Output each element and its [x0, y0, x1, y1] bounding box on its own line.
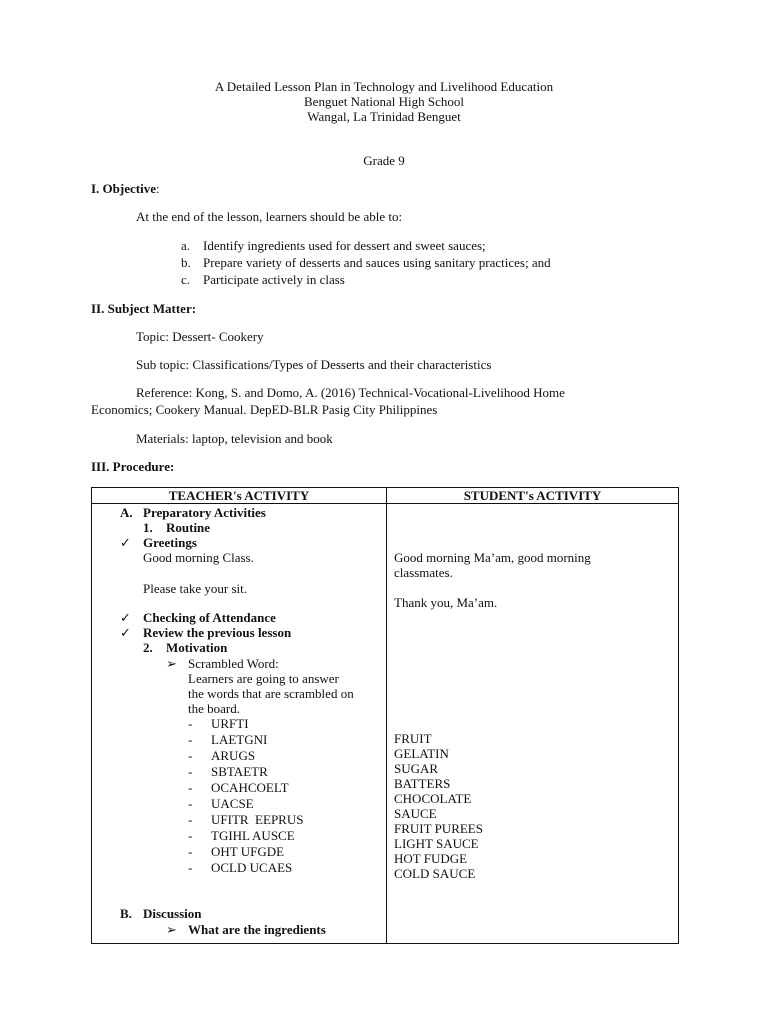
- dash-bullet: -: [188, 812, 193, 827]
- scrambled-word: TGIHL AUSCE: [211, 828, 295, 843]
- student-answer: SUGAR: [394, 761, 439, 776]
- dash-bullet: -: [188, 716, 193, 731]
- objective-heading-line: [91, 181, 160, 196]
- dash-bullet: -: [188, 844, 193, 859]
- objective-item-c-letter: c.: [181, 272, 191, 287]
- school-name: Benguet National High School: [304, 94, 464, 109]
- dash-bullet: -: [188, 796, 193, 811]
- subject-reference-line1: Reference: Kong, S. and Domo, A. (2016) Technical-Vocational-Livelihood Home: [136, 385, 565, 400]
- section-b-label: B.: [120, 906, 132, 921]
- dash-bullet: -: [188, 860, 193, 875]
- teacher-activity-header: TEACHER's ACTIVITY: [92, 488, 387, 504]
- procedure-heading: III. Procedure:: [91, 459, 175, 474]
- scrambled-word: ARUGS: [211, 748, 256, 763]
- dash-bullet: -: [188, 828, 193, 843]
- objective-heading: I. Objective: [91, 181, 156, 196]
- student-greeting-line2: classmates.: [394, 565, 453, 580]
- dash-bullet: -: [188, 732, 193, 747]
- subject-materials: Materials: laptop, television and book: [136, 431, 333, 446]
- scrambled-instruction-line3: the board.: [188, 701, 240, 716]
- review-title: Review the previous lesson: [143, 625, 292, 640]
- student-answer: BATTERS: [394, 776, 451, 791]
- subject-topic: Topic: Dessert- Cookery: [136, 329, 264, 344]
- scrambled-word: UACSE: [211, 796, 254, 811]
- student-answer: SAUCE: [394, 806, 437, 821]
- objective-colon: :: [155, 181, 160, 196]
- dash-bullet: -: [188, 764, 193, 779]
- teacher-activity-cell: [92, 504, 387, 944]
- check-icon: ✓: [120, 610, 131, 625]
- dash-bullet: -: [188, 748, 193, 763]
- school-location: Wangal, La Trinidad Benguet: [307, 109, 461, 124]
- procedure-table-header-row: [92, 488, 679, 504]
- check-icon: ✓: [120, 535, 131, 550]
- arrow-bullet-icon: ➢: [166, 656, 177, 671]
- objective-intro: At the end of the lesson, learners should be able to:: [136, 209, 403, 224]
- student-answer: FRUIT: [394, 731, 432, 746]
- subject-subtopic: Sub topic: Classifications/Types of Desserts and their characteristics: [136, 357, 492, 372]
- student-answer: GELATIN: [394, 746, 449, 761]
- scrambled-word: OCAHCOELT: [211, 780, 289, 795]
- arrow-bullet-icon: ➢: [166, 922, 177, 937]
- student-activity-cell: [387, 504, 679, 944]
- student-answer: CHOCOLATE: [394, 791, 472, 806]
- motivation-number: 2.: [143, 640, 153, 655]
- student-answer: LIGHT SAUCE: [394, 836, 479, 851]
- student-activity-header: STUDENT's ACTIVITY: [387, 488, 679, 504]
- check-icon: ✓: [120, 625, 131, 640]
- objective-item-a-letter: a.: [181, 238, 191, 253]
- section-a-label: A.: [120, 505, 133, 520]
- procedure-table: [91, 487, 679, 944]
- greetings-title: Greetings: [143, 535, 197, 550]
- student-greeting-line1: Good morning Ma’am, good morning: [394, 550, 591, 565]
- document-title: A Detailed Lesson Plan in Technology and Livelihood Education: [214, 79, 554, 94]
- ingredients-question: What are the ingredients: [188, 922, 326, 937]
- objective-item-a: Identify ingredients used for dessert and sweet sauces;: [203, 238, 486, 253]
- student-answer: COLD SAUCE: [394, 866, 476, 881]
- procedure-table-body-row: [92, 504, 679, 944]
- dash-bullet: -: [188, 780, 193, 795]
- scrambled-word: OCLD UCAES: [211, 860, 293, 875]
- teacher-sit-instruction: Please take your sit.: [143, 581, 247, 596]
- attendance-title: Checking of Attendance: [143, 610, 276, 625]
- objective-item-b-letter: b.: [181, 255, 191, 270]
- student-answer: FRUIT PUREES: [394, 821, 483, 836]
- subject-reference-line2: Economics; Cookery Manual. DepED-BLR Pasig City Philippines: [91, 402, 438, 417]
- grade-level: Grade 9: [363, 153, 405, 168]
- section-a-title: Preparatory Activities: [143, 505, 266, 520]
- scrambled-instruction-line1: Learners are going to answer: [188, 671, 339, 686]
- scrambled-word: URFTI: [211, 716, 249, 731]
- section-b-title: Discussion: [143, 906, 202, 921]
- routine-number: 1.: [143, 520, 153, 535]
- motivation-title: Motivation: [166, 640, 228, 655]
- subject-heading: II. Subject Matter:: [91, 301, 197, 316]
- scrambled-word: UFITR EEPRUS: [211, 812, 304, 827]
- teacher-greeting: Good morning Class.: [143, 550, 254, 565]
- student-answer: HOT FUDGE: [394, 851, 468, 866]
- scrambled-word-title: Scrambled Word:: [188, 656, 279, 671]
- scrambled-word: SBTAETR: [211, 764, 268, 779]
- scrambled-word: OHT UFGDE: [211, 844, 285, 859]
- objective-item-b: Prepare variety of desserts and sauces using sanitary practices; and: [203, 255, 551, 270]
- routine-title: Routine: [166, 520, 211, 535]
- scrambled-word: LAETGNI: [211, 732, 268, 747]
- student-thanks: Thank you, Ma’am.: [394, 595, 498, 610]
- scrambled-instruction-line2: the words that are scrambled on: [188, 686, 354, 701]
- objective-item-c: Participate actively in class: [203, 272, 345, 287]
